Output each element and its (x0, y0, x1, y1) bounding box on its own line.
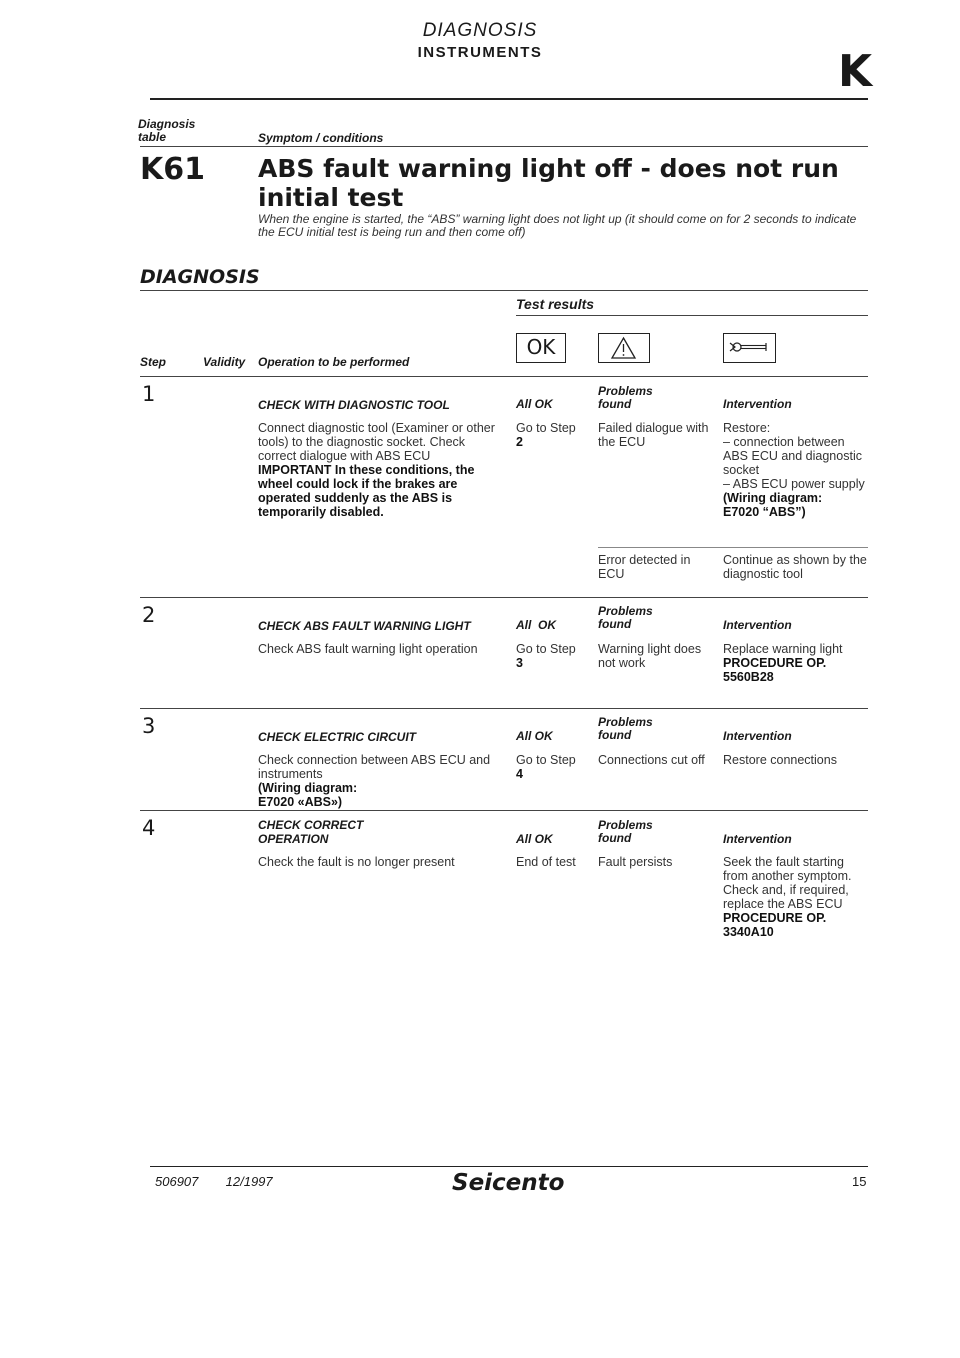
operation-text: Check the fault is no longer present (258, 855, 455, 869)
step-number: 3 (142, 714, 156, 738)
footer-rule (150, 1166, 868, 1167)
ok-step: 2 (516, 435, 523, 449)
intervention-text: Restore connections (723, 753, 837, 767)
column-step: Step (140, 355, 167, 369)
step-operation (258, 421, 503, 519)
problems-found-label: Problems found (598, 715, 653, 742)
doc-number: 506907 (155, 1174, 199, 1189)
intervention-label: Intervention (723, 618, 792, 632)
page-number: 15 (852, 1174, 867, 1189)
step-title: CHECK ABS FAULT WARNING LIGHT (258, 619, 471, 633)
column-validity: Validity (203, 355, 246, 369)
step-number: 2 (142, 603, 156, 627)
problems-found-label: Problems found (598, 604, 653, 631)
problems-found-label: Problems found (598, 384, 653, 411)
ok-action (516, 753, 576, 781)
ok-action-text: Go to Step (516, 753, 576, 767)
ok-step: 3 (516, 656, 523, 670)
intervention-text (723, 855, 863, 939)
operation-text: Check connection between ABS ECU and instruments (258, 753, 491, 781)
step-divider (140, 708, 868, 709)
symptom-label: Symptom / conditions (258, 131, 384, 145)
step-title: CHECK CORRECT OPERATION (258, 818, 364, 846)
header-section: DIAGNOSIS (422, 20, 538, 41)
ok-action (516, 642, 576, 670)
fault-code: K61 (140, 152, 205, 187)
header-subject: INSTRUMENTS (417, 44, 543, 61)
step-title: CHECK WITH DIAGNOSTIC TOOL (258, 398, 450, 412)
wrench-icon (723, 333, 776, 363)
diagnosis-rule (140, 290, 868, 291)
ok-action (516, 421, 576, 449)
header-rule (150, 98, 868, 100)
intervention-text (723, 421, 868, 519)
all-ok-label: All OK (516, 397, 553, 411)
intervention-bold: PROCEDURE OP. 5560B28 (723, 656, 827, 684)
intervention-label: Intervention (723, 832, 792, 846)
ok-step: 4 (516, 767, 523, 781)
footer-doc-info (155, 1174, 273, 1189)
ok-action-text: End of test (516, 855, 576, 869)
fault-description: When the engine is started, the “ABS” warning light does not light up (it should come on for 2 seconds to indicate the ECU initial test is being run and then come off) (258, 212, 857, 239)
important-note: IMPORTANT In these conditions, the wheel could lock if the brakes are operated suddenly as the ABS is temporarily disabled. (258, 463, 475, 519)
step-operation (258, 753, 503, 809)
operation-bold: (Wiring diagram: E7020 «ABS») (258, 781, 358, 809)
test-results-label: Test results (516, 296, 595, 312)
diagnosis-table-label: Diagnosis table (138, 117, 196, 144)
operation-text: Check ABS fault warning light operation (258, 642, 478, 656)
test-results-rule (516, 315, 868, 316)
diagnosis-heading: DIAGNOSIS (140, 266, 260, 288)
step-number: 1 (142, 382, 156, 406)
step-divider (140, 597, 868, 598)
section-letter: K (838, 46, 873, 97)
intervention-bold: PROCEDURE OP. 3340A10 (723, 911, 827, 939)
intervention-label: Intervention (723, 729, 792, 743)
columns-rule (140, 376, 868, 377)
problem-text: Failed dialogue with the ECU (598, 421, 709, 449)
intervention-text (723, 642, 868, 684)
ok-action-text: Go to Step (516, 642, 576, 656)
problem-text: Fault persists (598, 855, 673, 869)
ok-icon-text: OK (526, 335, 556, 359)
ok-icon-box (516, 333, 566, 363)
ok-action-text: Go to Step (516, 421, 576, 435)
all-ok-label: All OK (516, 618, 557, 632)
intervention-bold: (Wiring diagram: E7020 “ABS”) (723, 491, 823, 519)
intervention-main: Seek the fault starting from another symptom. Check and, if required, replace the ABS ECU (723, 855, 852, 911)
intervention-main: Restore: – connection between ABS ECU and diagnostic socket – ABS ECU power supply (723, 421, 865, 491)
problem-text-2: Error detected in ECU (598, 553, 691, 581)
operation-text: Connect diagnostic tool (Examiner or other tools) to the diagnostic socket. Check correct dialogue with ABS ECU (258, 421, 495, 463)
intervention-main: Replace warning light (723, 642, 843, 656)
label-rule (140, 146, 868, 147)
sub-rule (598, 547, 868, 548)
doc-date: 12/1997 (225, 1174, 273, 1189)
problem-text: Warning light does not work (598, 642, 702, 670)
column-operation: Operation to be performed (258, 355, 410, 369)
problem-text: Connections cut off (598, 753, 705, 767)
step-number: 4 (142, 816, 156, 840)
step-divider (140, 810, 868, 811)
intervention-text-2: Continue as shown by the diagnostic tool (723, 553, 867, 581)
all-ok-label: All OK (516, 729, 553, 743)
warning-triangle-icon (598, 333, 650, 363)
all-ok-label: All OK (516, 832, 553, 846)
problems-found-label: Problems found (598, 818, 653, 845)
fault-title: ABS fault warning light off - does not run initial test (258, 154, 839, 212)
brand-logo: Seicento (452, 1170, 565, 1196)
step-title: CHECK ELECTRIC CIRCUIT (258, 730, 416, 744)
intervention-label: Intervention (723, 397, 792, 411)
